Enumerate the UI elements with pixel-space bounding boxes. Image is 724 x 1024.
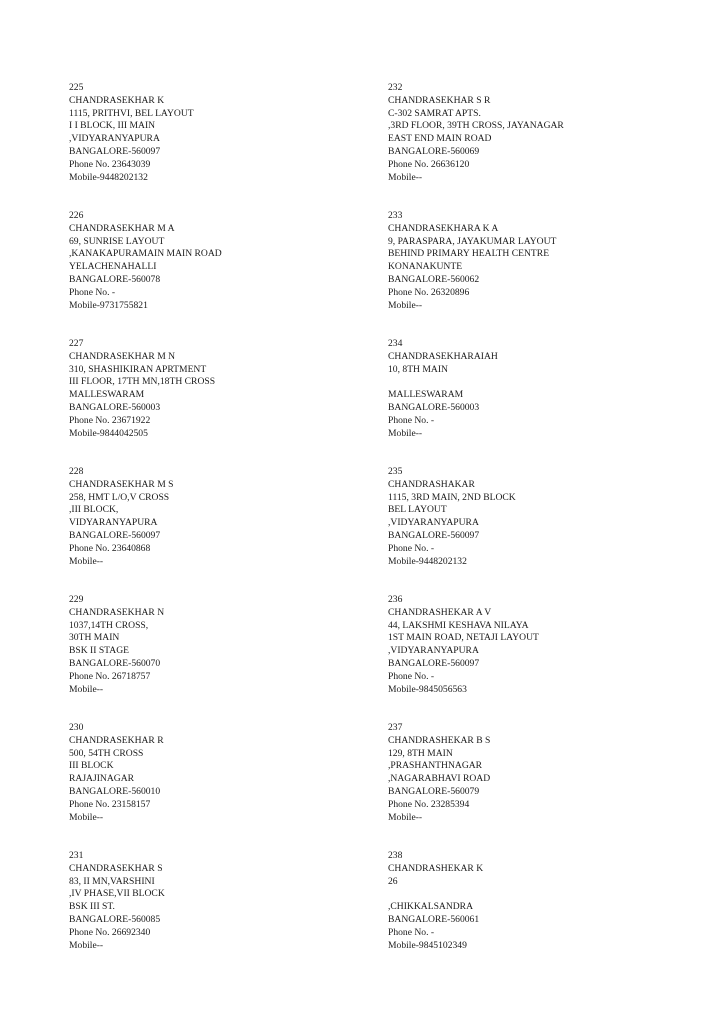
city-pin: BANGALORE-560070 [69,657,161,669]
address-line-3: ,NAGARABHAVI ROAD [388,773,491,785]
directory-entry [388,594,688,722]
mobile-number: Mobile-9731755821 [69,299,148,311]
directory-entry [388,466,688,594]
directory-entry [388,850,688,978]
entry-name: CHANDRASHAKAR [388,478,475,490]
mobile-number: Mobile-- [388,299,423,311]
phone-number: Phone No. 26718757 [69,670,151,682]
address-line-3: EAST END MAIN ROAD [388,133,492,145]
mobile-number: Mobile-- [388,427,423,439]
left-column [69,82,369,978]
address-line-2: ,KANAKAPURAMAIN MAIN ROAD [69,248,222,260]
address-line-2: ,IV PHASE,VII BLOCK [69,888,165,900]
directory-entry [69,82,369,210]
address-line-3: RAJAJINAGAR [69,773,135,785]
address-line-3: MALLESWARAM [69,389,145,401]
phone-number: Phone No. - [388,926,435,938]
phone-number: Phone No. - [388,542,435,554]
address-line-3: ,VIDYARANYAPURA [69,133,160,145]
entry-name: CHANDRASEKHAR R [69,734,164,746]
address-line-1: C-302 SAMRAT APTS. [388,107,481,119]
entry-name: CHANDRASEKHAR M A [69,222,175,234]
address-line-2: ,3RD FLOOR, 39TH CROSS, JAYANAGAR [388,120,564,132]
directory-entry [69,594,369,722]
address-line-3: YELACHENAHALLI [69,261,157,273]
directory-entry [388,82,688,210]
city-pin: BANGALORE-560069 [388,145,480,157]
mobile-number: Mobile-9845056563 [388,683,467,695]
directory-entry [69,210,369,338]
entry-number: 238 [388,850,403,861]
mobile-number: Mobile-- [69,811,104,823]
city-pin: BANGALORE-560085 [69,913,161,925]
phone-number: Phone No. 23643039 [69,158,151,170]
entry-name: CHANDRASEKHAR S [69,862,163,874]
city-pin: BANGALORE-560010 [69,785,161,797]
directory-entry [69,722,369,850]
address-line-1: 69, SUNRISE LAYOUT [69,235,165,247]
mobile-number: Mobile-9844042505 [69,427,148,439]
mobile-number: Mobile-- [69,683,104,695]
entry-number: 228 [69,466,84,477]
entry-number: 234 [388,338,403,349]
directory-entry [388,722,688,850]
entry-number: 225 [69,82,84,93]
address-line-2: 1ST MAIN ROAD, NETAJI LAYOUT [388,632,539,644]
entry-name: CHANDRASEKHAR N [69,606,165,618]
city-pin: BANGALORE-560097 [69,529,161,541]
mobile-number: Mobile-- [69,939,104,951]
address-line-1: 44, LAKSHMI KESHAVA NILAYA [388,619,529,631]
phone-number: Phone No. 23158157 [69,798,151,810]
address-line-3: BSK II STAGE [69,645,129,657]
address-line-1: 500, 54TH CROSS [69,747,144,759]
entry-name: CHANDRASEKHAR M N [69,350,176,362]
address-line-1: 1037,14TH CROSS, [69,619,149,631]
city-pin: BANGALORE-560003 [69,401,161,413]
address-line-3: ,VIDYARANYAPURA [388,645,479,657]
entry-number: 231 [69,850,84,861]
entry-name: CHANDRASEKHAR M S [69,478,174,490]
entry-number: 229 [69,594,84,605]
right-column [388,82,688,978]
directory-entry [388,210,688,338]
address-line-2: ,PRASHANTHNAGAR [388,760,483,772]
entry-name: CHANDRASEKHAR K [69,94,165,106]
address-line-2: I I BLOCK, III MAIN [69,120,156,132]
address-line-2: 30TH MAIN [69,632,120,644]
entry-number: 235 [388,466,403,477]
address-line-2: III FLOOR, 17TH MN,18TH CROSS [69,376,216,388]
address-line-2 [388,376,688,389]
address-line-1: 9, PARASPARA, JAYAKUMAR LAYOUT [388,235,557,247]
phone-number: Phone No. 26692340 [69,926,151,938]
address-line-1: 310, SHASHIKIRAN APRTMENT [69,363,207,375]
address-line-3: VIDYARANYAPURA [69,517,158,529]
city-pin: BANGALORE-560078 [69,273,161,285]
address-line-1: 26 [388,875,398,887]
city-pin: BANGALORE-560097 [388,529,480,541]
mobile-number: Mobile-- [69,555,104,567]
address-line-2: ,III BLOCK, [69,504,119,516]
address-line-1: 10, 8TH MAIN [388,363,448,375]
entry-number: 236 [388,594,403,605]
address-line-3: ,CHIKKALSANDRA [388,901,474,913]
address-line-2: BEL LAYOUT [388,504,447,516]
address-line-1: 83, II MN,VARSHINI [69,875,155,887]
phone-number: Phone No. 23640868 [69,542,151,554]
address-line-3: BSK III ST. [69,901,115,913]
entry-name: CHANDRASHEKAR B S [388,734,491,746]
directory-entry [69,850,369,978]
city-pin: BANGALORE-560003 [388,401,480,413]
address-line-2: III BLOCK [69,760,114,772]
address-line-2 [388,888,688,901]
city-pin: BANGALORE-560079 [388,785,480,797]
address-line-3: MALLESWARAM [388,389,464,401]
entry-name: CHANDRASHEKAR A V [388,606,492,618]
address-line-1: 1115, PRITHVI, BEL LAYOUT [69,107,194,119]
phone-number: Phone No. 26320896 [388,286,470,298]
entry-number: 227 [69,338,84,349]
mobile-number: Mobile-- [388,811,423,823]
mobile-number: Mobile-- [388,171,423,183]
city-pin: BANGALORE-560097 [69,145,161,157]
address-line-1: 129, 8TH MAIN [388,747,453,759]
city-pin: BANGALORE-560061 [388,913,480,925]
address-line-1: 1115, 3RD MAIN, 2ND BLOCK [388,491,516,503]
directory-entry [388,338,688,466]
phone-number: Phone No. - [69,286,116,298]
mobile-number: Mobile-9448202132 [69,171,148,183]
directory-entry [69,466,369,594]
directory-entry [69,338,369,466]
phone-number: Phone No. - [388,414,435,426]
entry-name: CHANDRASEKHARAIAH [388,350,498,362]
city-pin: BANGALORE-560062 [388,273,480,285]
phone-number: Phone No. 26636120 [388,158,470,170]
entry-number: 230 [69,722,84,733]
entry-number: 237 [388,722,403,733]
mobile-number: Mobile-9845102349 [388,939,467,951]
address-line-1: 258, HMT L/O,V CROSS [69,491,170,503]
phone-number: Phone No. - [388,670,435,682]
phone-number: Phone No. 23285394 [388,798,470,810]
entry-name: CHANDRASEKHAR S R [388,94,491,106]
address-line-3: KONANAKUNTE [388,261,463,273]
entry-number: 233 [388,210,403,221]
entry-number: 226 [69,210,84,221]
address-line-2: BEHIND PRIMARY HEALTH CENTRE [388,248,550,260]
entry-name: CHANDRASEKHARA K A [388,222,499,234]
entry-name: CHANDRASHEKAR K [388,862,484,874]
entry-number: 232 [388,82,403,93]
address-line-3: ,VIDYARANYAPURA [388,517,479,529]
phone-number: Phone No. 23671922 [69,414,151,426]
city-pin: BANGALORE-560097 [388,657,480,669]
mobile-number: Mobile-9448202132 [388,555,467,567]
